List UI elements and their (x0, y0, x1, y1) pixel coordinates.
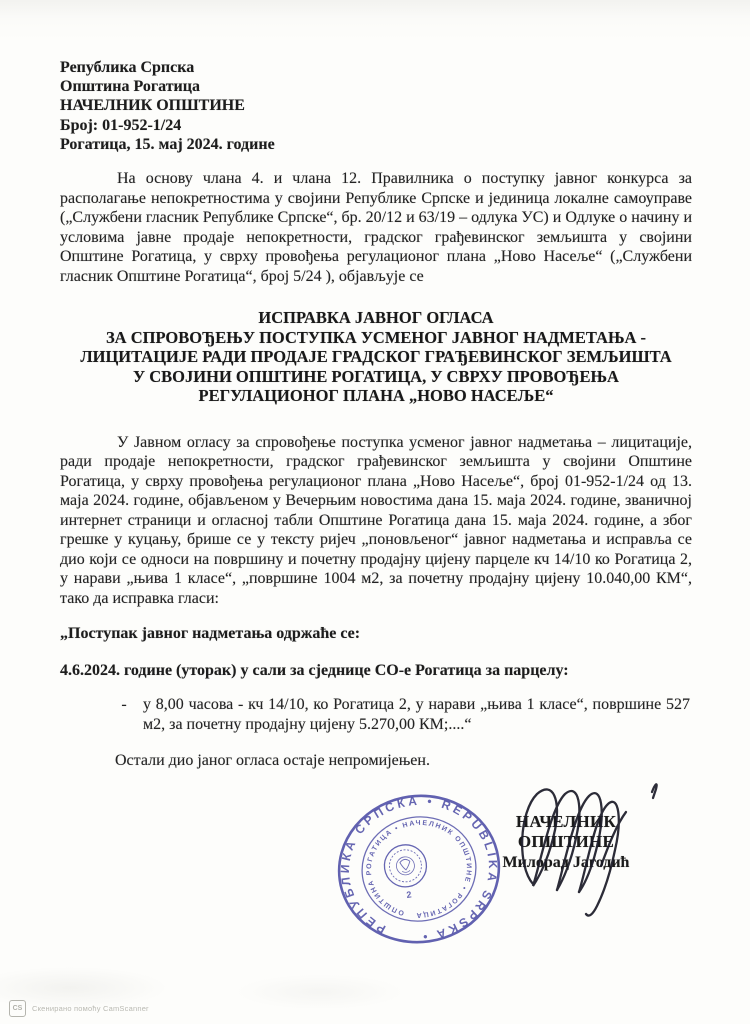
document-body (60, 58, 692, 771)
correction-body-paragraph: У Јавном огласу за спровођење поступка усменог јавног надметања – лицитације, ради продаје непокретности, градског грађевинског земљишта у својини Општине Рогатица, у сврху провођења регулационог плана „Ново Насеље“, број 01-952-1/24 од 13. маја 2024. године, објављеном у Вечерњим новостима дана 15. маја 2024. године, званичној интернет страници и огласној табли Општине Рогатица дана 15. маја 2024. године, а због грешке у куцању, брише се у тексту ријеч „поновљеног“ јавног надметања и исправља се дио који се односи на површину и почетну продајну цијену парцеле кч 14/10 ко Рогатица 2, у нарави „њива 1 класе“, „површине 1004 м2, за почетну продајну цијену 10.040,00 КМ“, тако да исправка гласи: (60, 433, 692, 607)
closing-statement: Остали дио јаног огласа остаје непромијењен. (115, 752, 430, 770)
signatory-title: НАЧЕЛНИК ОПШТИНЕ (515, 812, 617, 851)
parcel-details: у 8,00 часова - кч 14/10, ко Рогатица 2, у нарави „њива 1 класе“, површине 527 м2, за почетну продајну цијену 5.270,00 КМ;....“ (143, 696, 690, 733)
document-title (60, 308, 692, 406)
camscanner-watermark-text: Скенирано помоћу CamScanner (32, 1004, 149, 1013)
legal-basis-paragraph: На основу члана 4. и члана 12. Правилника о поступку јавног конкурса за располагање непокретностима у својини Републике Српске и јединица локалне самоуправе („Службени гласник Републике Српске“, бр. 20/12 и 63/19 – одлука УС) и Одлуке о начину и условима јавне продаје непокретности, градског грађевинског земљишта у својини Општине Рогатица, у сврху провођења регулационог плана „Ново Насеље“ („Службени гласник Општине Рогатица“, број 5/24 ), објављује се (60, 170, 693, 285)
signatory-name: Милорад Јагодић (502, 854, 630, 871)
stamp-outer-ring-text: РЕПУБЛИКА СРПСКА • REPUBLIKA SRPSKA • (337, 793, 501, 945)
title-line-3: ЛИЦИТАЦИЈЕ РАДИ ПРОДАЈЕ ГРАДСКОГ ГРАЂЕВИНСКОГ ЗЕМЉИШТА (80, 347, 672, 367)
letterhead (60, 58, 692, 154)
auction-date-line: 4.6.2024. године (уторак) у сали за сједнице СО-е Рогатица за парцелу: (60, 661, 569, 679)
title-line-2: ЗА СПРОВОЂЕЊУ ПОСТУПКА УСМЕНОГ ЈАВНОГ НАДМЕТАЊА - (105, 327, 647, 347)
title-line-1: ИСПРАВКА ЈАВНОГ ОГЛАСА (258, 308, 494, 328)
correction-heading: „Поступак јавног надметања одржаће се: (60, 625, 361, 643)
parcel-list-item (105, 695, 690, 734)
letterhead-place-date: Рогатица, 15. мај 2024. године (60, 135, 275, 153)
camscanner-watermark (9, 1000, 149, 1017)
letterhead-republic: Република Српска (60, 59, 195, 76)
list-dash: - (121, 696, 127, 714)
letterhead-municipality: Општина Рогатица (60, 78, 200, 96)
handwritten-signature-icon (505, 774, 670, 924)
signatory-block (468, 812, 664, 873)
stamp-number: 2 (405, 889, 413, 900)
letterhead-ref-number: Број: 01-952-1/24 (60, 116, 182, 134)
letterhead-office: НАЧЕЛНИК ОПШТИНЕ (60, 97, 245, 115)
stamp-graphic (334, 790, 504, 950)
title-line-4: У СВОЈИНИ ОПШТИНЕ РОГАТИЦА, У СВРХУ ПРОВОЂЕЊА (133, 366, 619, 386)
municipal-stamp (334, 790, 504, 950)
title-line-5: РЕГУЛАЦИОНОГ ПЛАНА „НОВО НАСЕЉЕ“ (198, 386, 554, 406)
camscanner-logo-icon: CS (9, 1000, 26, 1017)
scan-edge-artifact (0, 0, 750, 5)
stamp-inner-ring-text: ОПШТИНА РОГАТИЦА • НАЧЕЛНИК ОПШТИНЕ • РОГАТИЦА (365, 819, 473, 919)
